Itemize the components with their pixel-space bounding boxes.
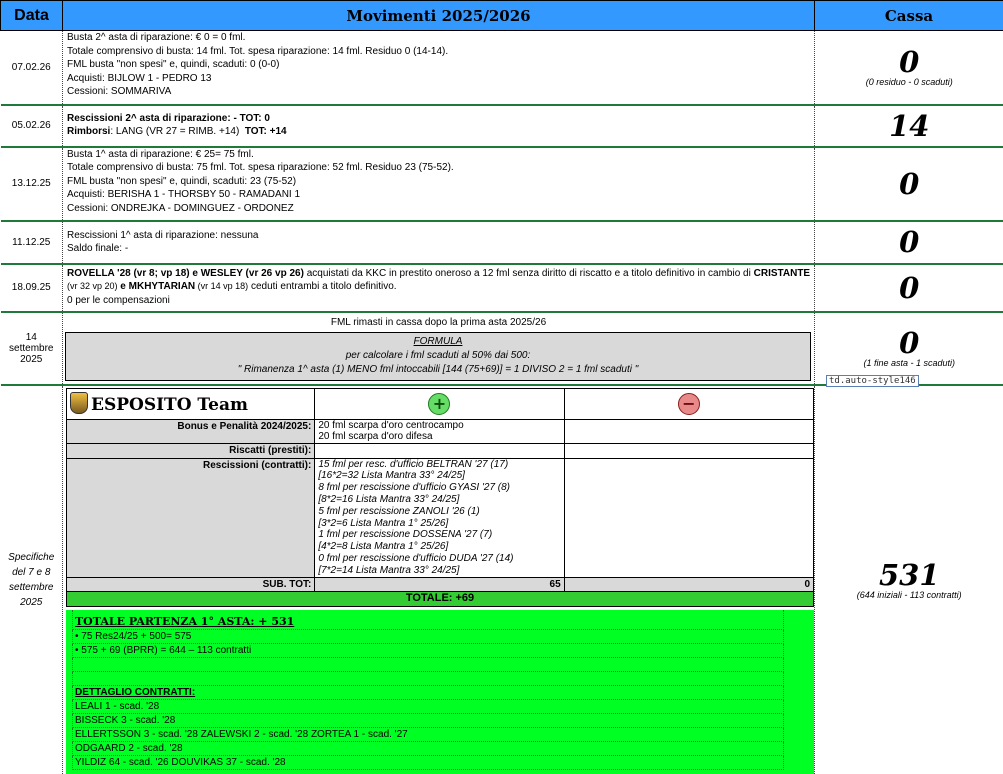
table-row — [1, 105, 1003, 147]
table-row — [1, 264, 1003, 312]
contract-line: BISSECK 3 - scad. '28 — [72, 714, 784, 728]
cassa-value: 531 — [815, 560, 1003, 590]
row-line: Rescissioni 2^ asta di riparazione: - TOT: 0 — [67, 112, 814, 126]
bonus-line: 20 fml scarpa d'oro difesa — [318, 431, 560, 443]
bonus-line: 20 fml scarpa d'oro centrocampo — [318, 420, 560, 432]
row-date: 11.12.25 — [1, 221, 63, 264]
rescissione-line: [8*2=16 Lista Mantra 33° 24/25] — [318, 494, 560, 506]
subtot-label: SUB. TOT: — [67, 577, 315, 592]
row-description — [63, 385, 815, 774]
row-cassa — [815, 31, 1003, 105]
rescissione-line: 15 fml per resc. d'ufficio BELTRAN '27 (17) — [318, 459, 560, 471]
header-cassa: Cassa — [815, 1, 1003, 31]
row-description — [63, 264, 815, 312]
contract-line: ELLERTSSON 3 - scad. '28 ZALEWSKI 2 - scad. '28 ZORTEA 1 - scad. '27 — [72, 728, 784, 742]
bonus-minus-cell — [564, 419, 813, 444]
riscatti-label: Riscatti (prestiti): — [67, 444, 315, 459]
row-line: Busta 2^ asta di riparazione: € 0 = 0 fml. — [67, 31, 814, 45]
row-cassa — [815, 221, 1003, 264]
rescissione-line: 8 fml per rescissione d'ufficio GYASI '27 (8) — [318, 482, 560, 494]
row-date: 18.09.25 — [1, 264, 63, 312]
partenza-empty-line — [72, 672, 784, 686]
row-line: Cessioni: SOMMARIVA — [67, 85, 814, 99]
row-cassa — [815, 312, 1003, 385]
partenza-line: • 575 + 69 (BPRR) = 644 – 113 contratti — [72, 644, 784, 658]
rescissioni-plus-cell — [315, 458, 564, 577]
rescissione-line: [7*2=14 Lista Mantra 33° 24/25] — [318, 565, 560, 577]
rescissione-line: 1 fml per rescissione DOSSENA '27 (7) — [318, 529, 560, 541]
partenza-line: • 75 Res24/25 + 500= 575 — [72, 630, 784, 644]
riscatti-plus-cell — [315, 444, 564, 459]
rescissione-line: 0 fml per rescissione d'ufficio DUDA '27 (14) — [318, 553, 560, 565]
team-table — [66, 388, 814, 607]
row-line: FML busta "non spesi" e, quindi, scaduti: 0 (0-0) — [67, 58, 814, 72]
row-description — [63, 221, 815, 264]
row-description — [63, 105, 815, 147]
bonus-label: Bonus e Penalità 2024/2025: — [67, 419, 315, 444]
cassa-value: 0 — [815, 169, 1003, 199]
bonus-plus-cell — [315, 419, 564, 444]
row-line: Acquisti: BERISHA 1 - THORSBY 50 - RAMADANI 1 — [67, 188, 814, 202]
row-cassa — [815, 147, 1003, 221]
row-paragraph: ROVELLA '28 (vr 8; vp 18) e WESLEY (vr 26 vp 26) acquistati da KKC in prestito oneroso a 12 fml senza diritto di riscatto e a titolo definitivo in cambio di CRISTANTE (vr 32 vp 20) e MKHYTARIAN (vr 14 vp 18) ceduti entrambi a titolo definitivo. — [67, 267, 814, 294]
row-line: FML busta "non spesi" e, quindi, scaduti: 23 (75-52) — [67, 175, 814, 189]
row-date: 05.02.26 — [1, 105, 63, 147]
row-date: Specifiche del 7 e 8 settembre 2025 — [1, 385, 63, 774]
row-date: 14 settembre 2025 — [1, 312, 63, 385]
table-row — [1, 31, 1003, 105]
contract-line: ODGAARD 2 - scad. '28 — [72, 742, 784, 756]
cassa-value: 0 — [815, 273, 1003, 303]
row-cassa — [815, 105, 1003, 147]
inspector-tooltip: td.auto-style146 — [826, 375, 919, 387]
subtot-plus: 65 — [315, 577, 564, 592]
cassa-value: 0 — [815, 47, 1003, 77]
cassa-note: (0 residuo - 0 scaduti) — [815, 77, 1003, 87]
row-line: Totale comprensivo di busta: 75 fml. Tot. spesa riparazione: 52 fml. Residuo 23 (75-52). — [67, 161, 814, 175]
formula-caption: FML rimasti in cassa dopo la prima asta 2025/26 — [63, 316, 814, 330]
contract-line: YILDIZ 64 - scad. '26 DOUVIKAS 37 - scad. '28 — [72, 756, 784, 770]
rescissioni-minus-cell — [564, 458, 813, 577]
dettaglio-contratti-title: DETTAGLIO CONTRATTI: — [72, 686, 784, 700]
rescissione-line: 5 fml per rescissione ZANOLI '26 (1) — [318, 506, 560, 518]
formula-line: " Rimanenza 1^ asta (1) MENO fml intoccabili [144 (75+69)] = 1 DIVISO 2 = 1 fml scaduti " — [66, 363, 810, 377]
rescissione-line: [16*2=32 Lista Mantra 33° 24/25] — [318, 470, 560, 482]
team-logo-icon — [70, 392, 88, 414]
cassa-note: (644 iniziali - 113 contratti) — [815, 590, 1003, 600]
cassa-note: (1 fine asta - 1 scaduti) — [815, 358, 1003, 368]
cassa-value: 14 — [815, 111, 1003, 141]
rescissioni-label: Rescissioni (contratti): — [67, 458, 315, 577]
row-date: 13.12.25 — [1, 147, 63, 221]
rescissione-line: [4*2=8 Lista Mantra 1° 25/26] — [318, 541, 560, 553]
riscatti-minus-cell — [564, 444, 813, 459]
row-line: Totale comprensivo di busta: 14 fml. Tot. spesa riparazione: 14 fml. Residuo 0 (14-14). — [67, 45, 814, 59]
row-line: Busta 1^ asta di riparazione: € 25= 75 fml. — [67, 148, 814, 162]
row-line: Saldo finale: - — [67, 242, 814, 256]
row-cassa — [815, 264, 1003, 312]
totale-partenza-panel — [66, 610, 814, 774]
row-cassa — [815, 385, 1003, 774]
row-line: 0 per le compensazioni — [67, 294, 814, 308]
row-date: 07.02.26 — [1, 31, 63, 105]
header-data: Data — [1, 1, 63, 31]
row-description — [63, 31, 815, 105]
plus-circle-icon: + — [428, 393, 450, 415]
row-line: Rimborsi: LANG (VR 27 = RIMB. +14) TOT: +14 — [67, 125, 814, 139]
team-name: ESPOSITO Team — [91, 395, 248, 415]
totale-partenza-title: TOTALE PARTENZA 1° ASTA: + 531 — [72, 610, 784, 630]
formula-box — [65, 332, 811, 381]
table-row — [1, 221, 1003, 264]
row-description — [63, 312, 815, 385]
formula-title: FORMULA — [66, 335, 810, 349]
table-row — [1, 385, 1003, 774]
rescissione-line: [3*2=6 Lista Mantra 1° 25/26] — [318, 518, 560, 530]
table-row — [1, 312, 1003, 385]
subtot-minus: 0 — [564, 577, 813, 592]
minus-header — [564, 388, 813, 419]
row-line: Rescissioni 1^ asta di riparazione: nessuna — [67, 229, 814, 243]
table-row — [1, 147, 1003, 221]
row-description — [63, 147, 815, 221]
contract-line: LEALI 1 - scad. '28 — [72, 700, 784, 714]
formula-line: per calcolare i fml scaduti al 50% dai 500: — [66, 349, 810, 363]
minus-circle-icon: − — [678, 393, 700, 415]
plus-header — [315, 388, 564, 419]
row-line: Acquisti: BIJLOW 1 - PEDRO 13 — [67, 72, 814, 86]
totale-value: TOTALE: +69 — [67, 592, 814, 607]
team-header — [67, 388, 315, 419]
partenza-empty-line — [72, 658, 784, 672]
row-line: Cessioni: ONDREJKA - DOMINGUEZ - ORDONEZ — [67, 202, 814, 216]
cassa-value: 0 — [815, 227, 1003, 257]
header-movimenti: Movimenti 2025/2026 — [63, 1, 815, 31]
cassa-value: 0 — [815, 328, 1003, 358]
